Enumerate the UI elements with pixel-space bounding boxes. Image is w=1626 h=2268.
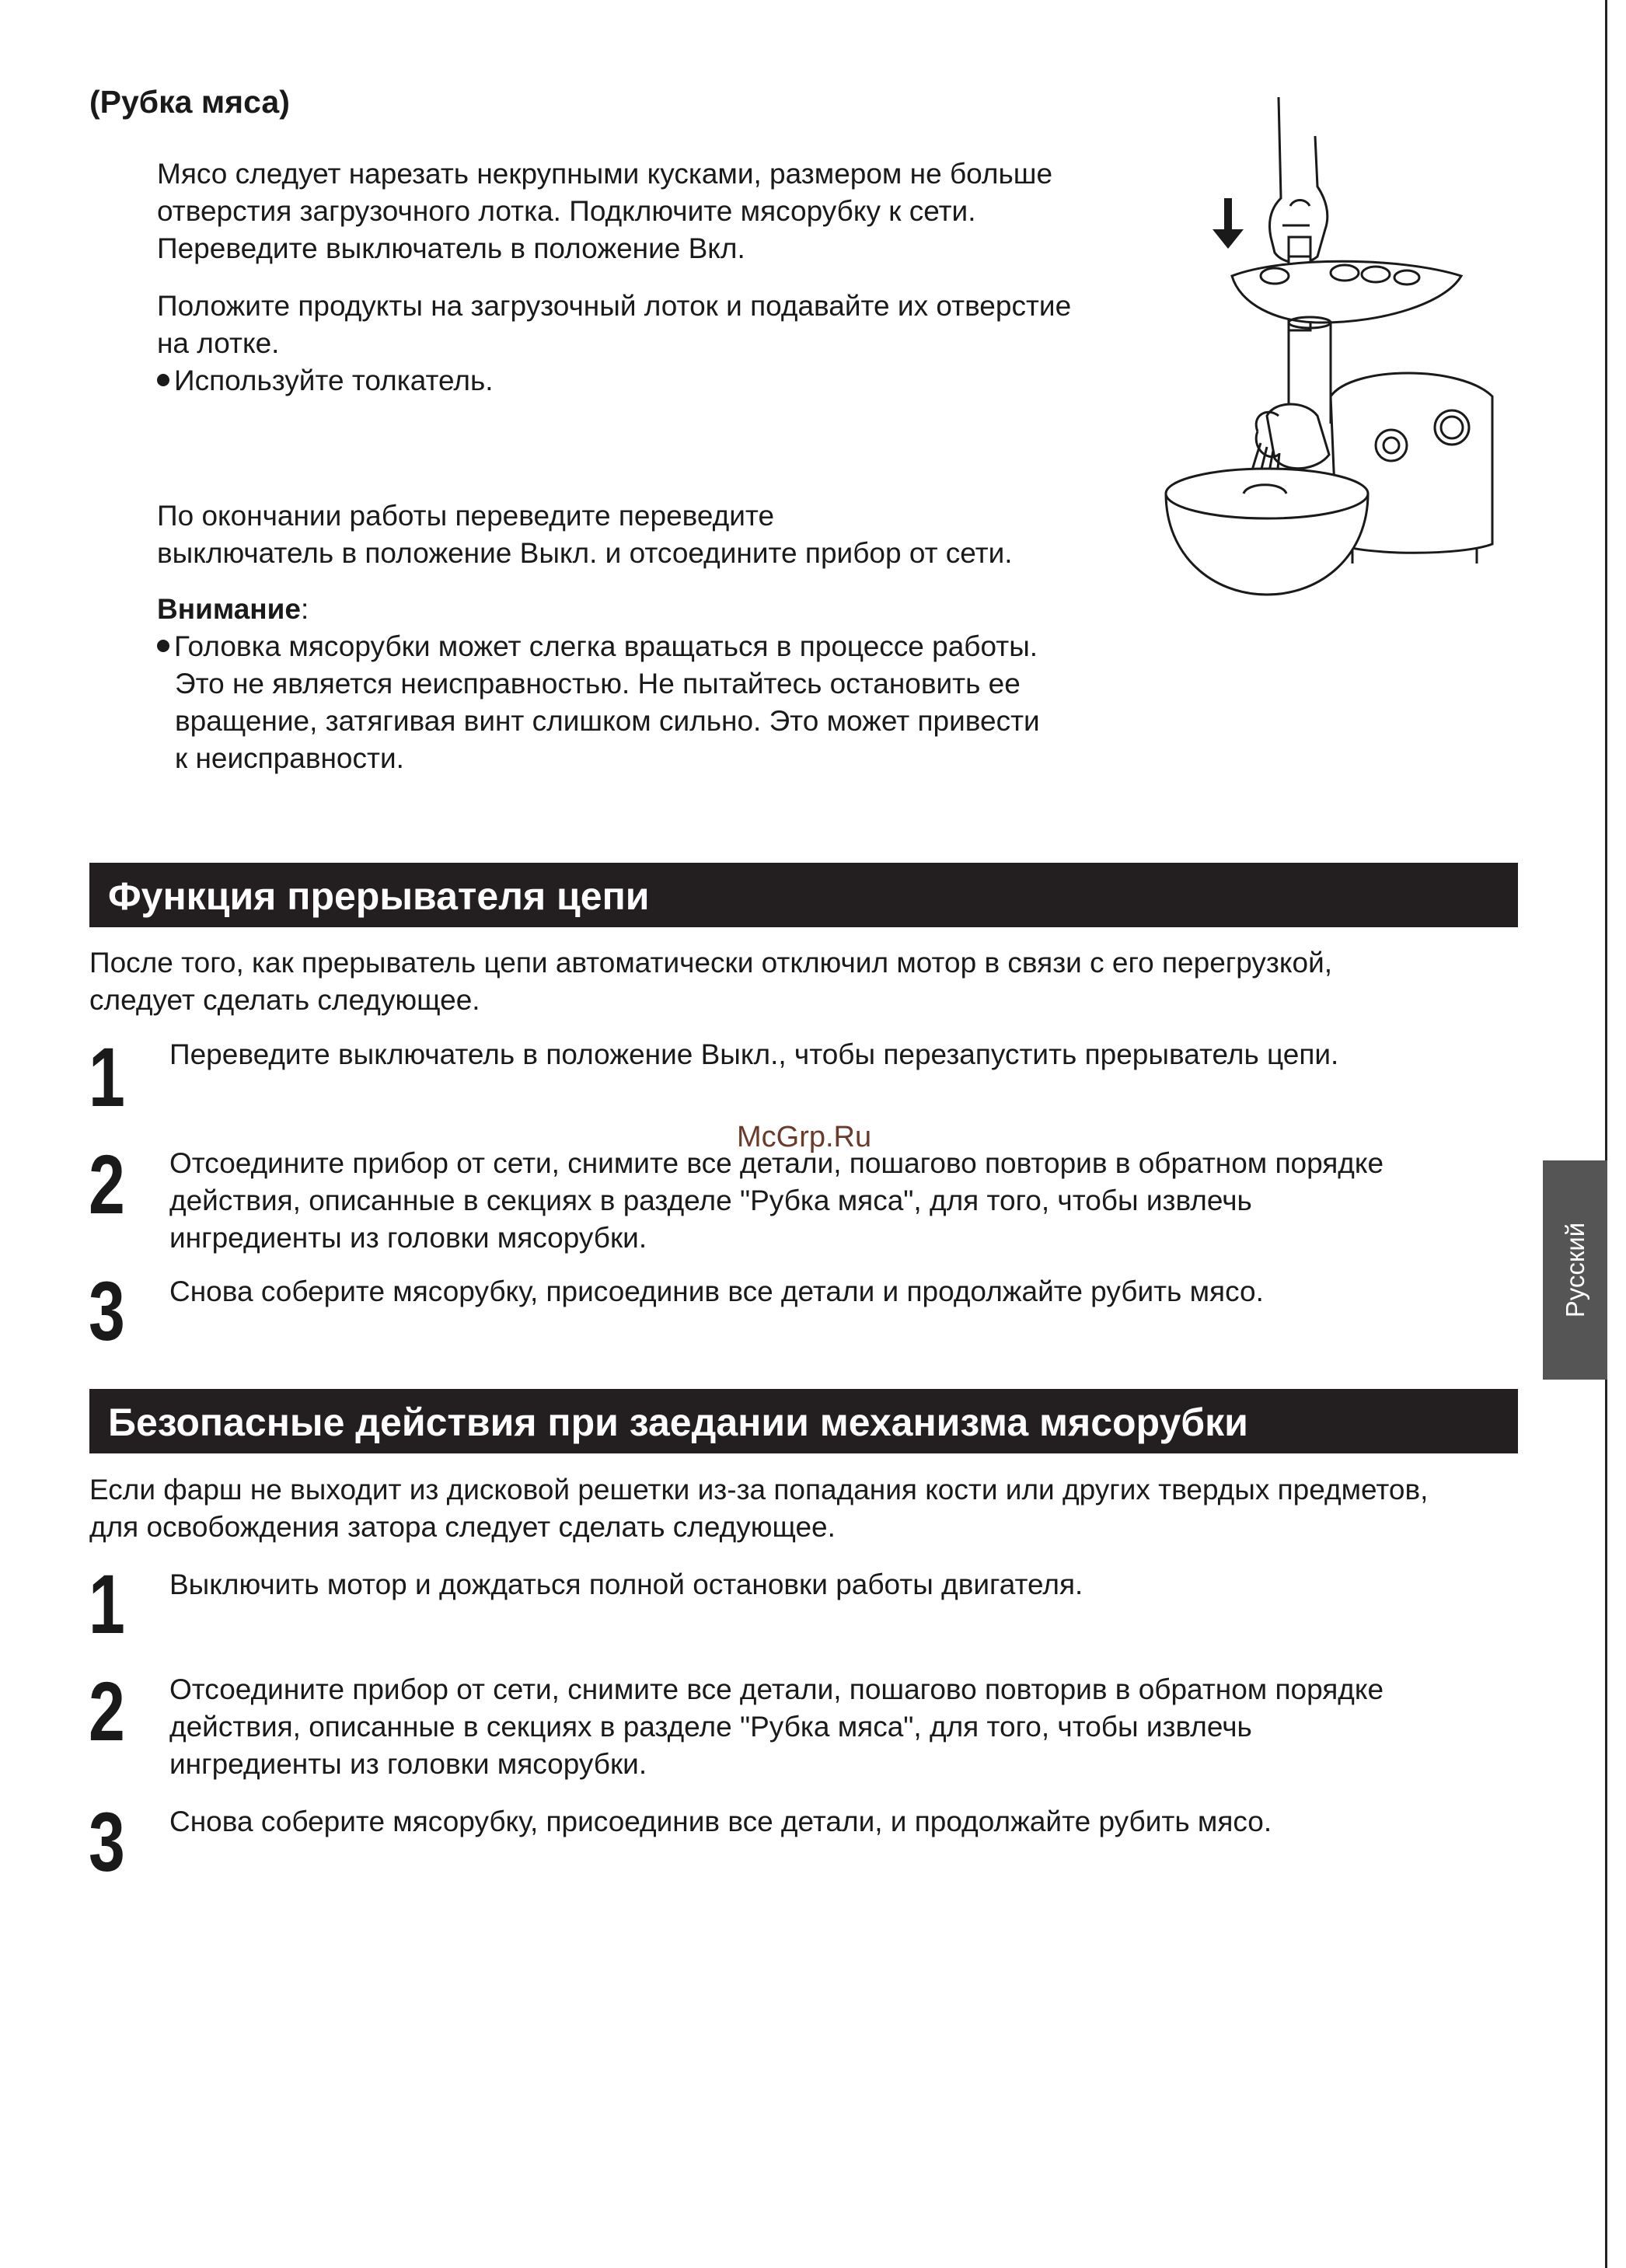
attention-bullet: Головка мясорубки может слегка вращаться в процессе работы. [157,628,1038,665]
step-number: 3 [89,1264,125,1358]
step-number: 3 [89,1795,125,1889]
meat-grinder-illustration [1150,89,1523,602]
bullet-dot [157,640,169,652]
step-number: 2 [89,1664,125,1758]
section-heading-circuit-breaker: Функция прерывателя цепи [89,863,1518,927]
step-text: Выключить мотор и дождаться полной остановки работы двигателя. [169,1568,1083,1600]
circuit-intro: После того, как прерыватель цепи автоматически отключил мотор в связи с его перегрузкой, следует сделать следующее. [89,947,1333,1016]
step-text: Снова соберите мясорубку, присоединив все детали и продолжайте рубить мясо. [169,1275,1264,1307]
language-tab: Русский [1543,1160,1607,1380]
section-subtitle: (Рубка мяса) [89,84,290,120]
step-number: 1 [89,1557,125,1651]
jam-intro: Если фарш не выходит из дисковой решетки из-за попадания кости или других твердых предметов, для освобождения затора следует сделать следующее. [89,1474,1429,1543]
watermark: McGrp.Ru [737,1121,872,1153]
step-text: Переведите выключатель в положение Выкл., чтобы перезапустить прерыватель цепи. [169,1038,1339,1070]
step-text: Снова соберите мясорубку, присоединив все детали, и продолжайте рубить мясо. [169,1806,1272,1837]
meat-paragraph-2: Положите продукты на загрузочный лоток и подавайте их отверстие на лотке. [157,290,1072,359]
bullet-pusher: Используйте толкатель. [157,362,494,400]
meat-paragraph-1: Мясо следует нарезать некрупными кусками, размером не больше отверстия загрузочного лотка. Подключите мясорубку к сети. Переведите выключатель в положение Вкл. [157,158,1053,264]
step-text: Отсоедините прибор от сети, снимите все детали, пошагово повторив в обратном порядке действия, описанные в секциях в разделе "Рубка мяса", для того, чтобы извлечь ингредиенты из головки мясорубки. [169,1673,1384,1780]
attention-heading: Внимание: [157,593,309,625]
step-text: Отсоедините прибор от сети, снимите все детали, пошагово повторив в обратном порядке действия, описанные в секциях в разделе "Рубка мяса", для того, чтобы извлечь ингредиенты из головки мясорубки. [169,1147,1384,1254]
bullet-dot [157,374,169,386]
section-heading-jam: Безопасные действия при заедании механизма мясорубки [89,1389,1518,1453]
meat-paragraph-3: По окончании работы переведите переведите выключатель в положение Выкл. и отсоедините прибор от сети. [157,500,1013,569]
step-number: 2 [89,1137,125,1231]
attention-bullet-continuation: Это не является неисправностью. Не пытайтесь остановить ее вращение, затягивая винт слишком сильно. Это может привести к неисправности. [175,668,1040,774]
step-number: 1 [89,1030,125,1124]
